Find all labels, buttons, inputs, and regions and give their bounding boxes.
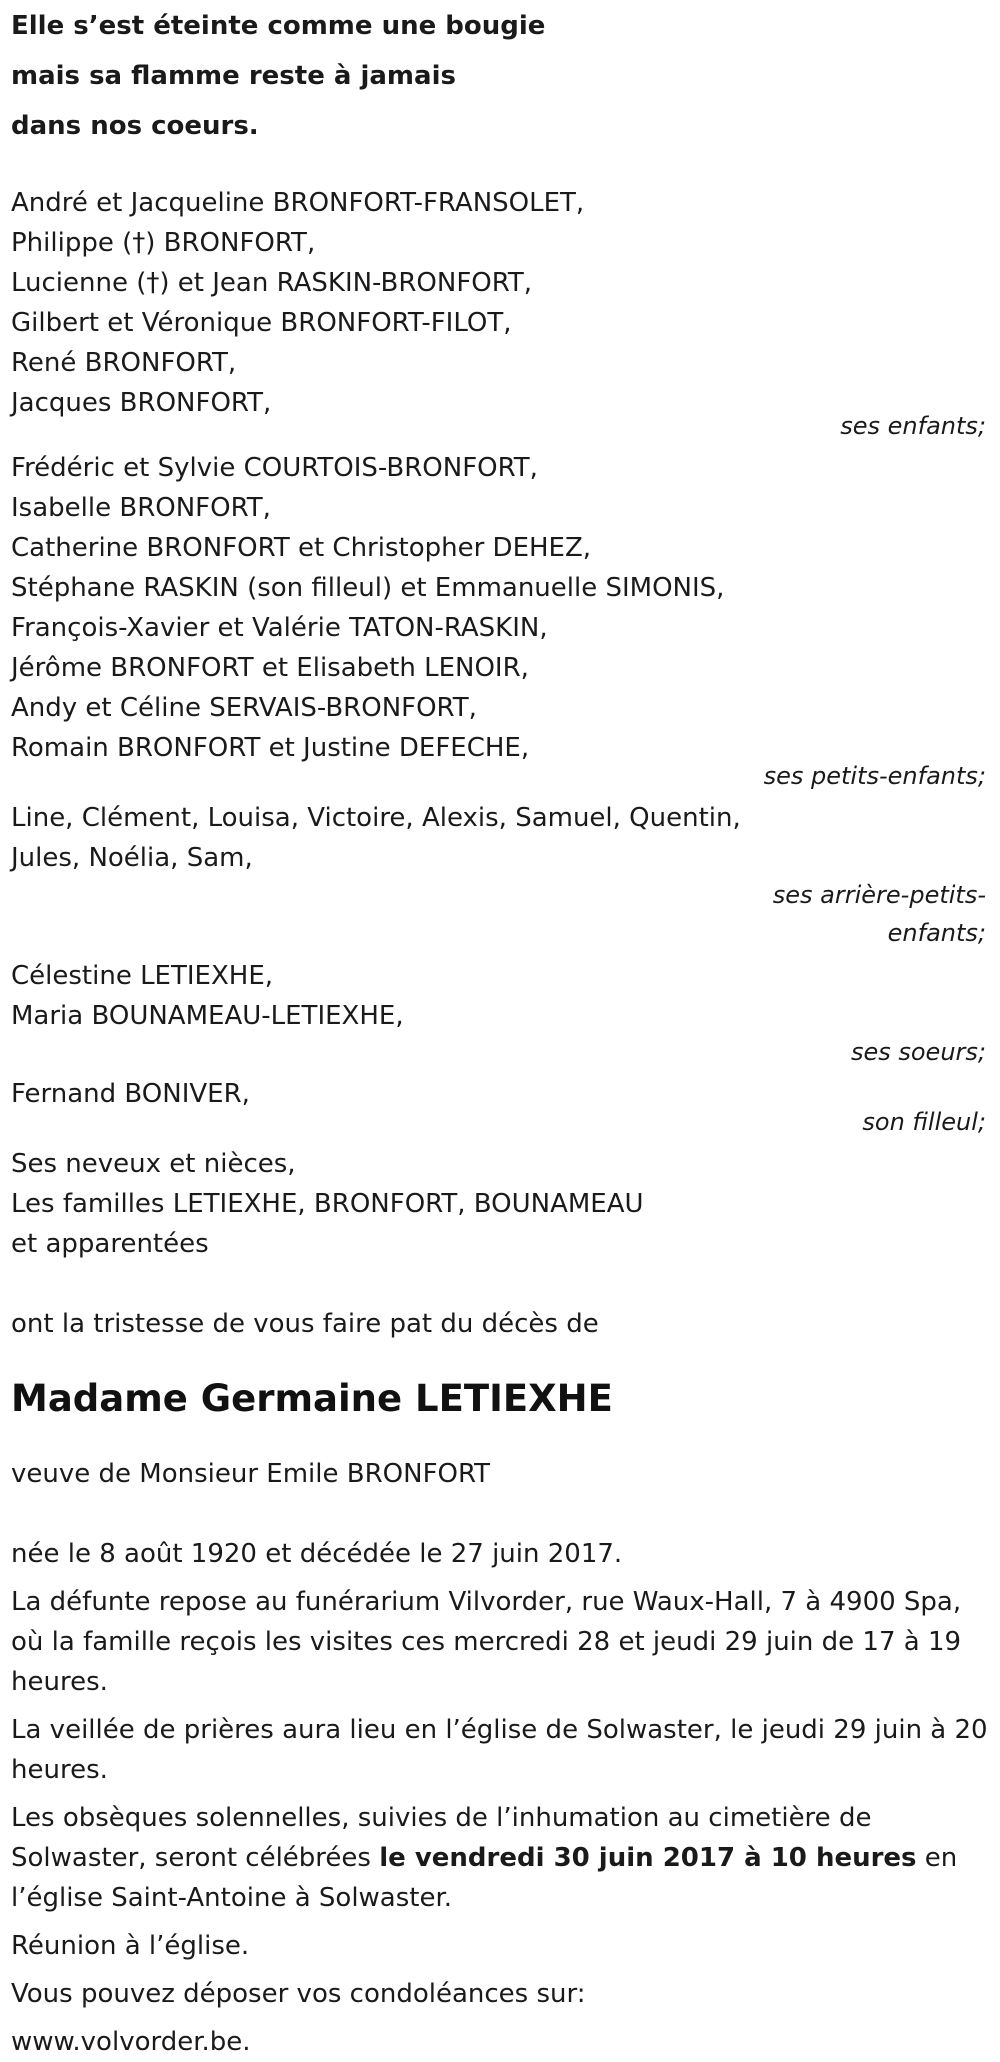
relation-label: son filleul;	[862, 1108, 986, 1136]
ceremony-datetime: le vendredi 30 juin 2017 à 10 heures	[379, 1843, 917, 1873]
great-grandchildren-group	[11, 798, 989, 952]
relation-label: ses arrière-petits-	[772, 881, 986, 909]
family-name: Gilbert et Véronique BRONFORT-FILOT,	[11, 308, 512, 338]
funeral-home-paragraph	[11, 1582, 989, 1702]
family-name: André et Jacqueline BRONFORT-FRANSOLET,	[11, 188, 585, 218]
relation-label: ses petits-enfants;	[763, 762, 986, 790]
family-name: Catherine BRONFORT et Christopher DEHEZ,	[11, 533, 592, 563]
dates-text: née le 8 août 1920 et décédée le 27 juin 2017.	[11, 1539, 623, 1569]
relation-label: ses enfants;	[840, 412, 986, 440]
family-name: Lucienne (†) et Jean RASKIN-BRONFORT,	[11, 268, 533, 298]
family-name: Andy et Céline SERVAIS-BRONFORT,	[11, 693, 477, 723]
family-name: Jérôme BRONFORT et Elisabeth LENOIR,	[11, 653, 529, 683]
family-name: Jacques BRONFORT,	[11, 388, 272, 418]
vigil-paragraph	[11, 1710, 989, 1790]
paragraph-line: heures.	[11, 1667, 108, 1697]
family-name: Les familles LETIEXHE, BRONFORT, BOUNAMEAU	[11, 1189, 644, 1219]
family-name: et apparentées	[11, 1229, 209, 1259]
family-name: Isabelle BRONFORT,	[11, 493, 271, 523]
ceremony-text: Solwaster, seront célébrées	[11, 1843, 380, 1873]
children-group	[11, 183, 989, 444]
widow-of-text: veuve de Monsieur Emile BRONFORT	[11, 1459, 491, 1489]
grandchildren-group	[11, 448, 989, 794]
intro-line: dans nos coeurs.	[11, 111, 259, 141]
family-name: Jules, Noélia, Sam,	[11, 843, 253, 873]
obituary-page	[11, 0, 989, 2062]
relation-label: enfants;	[887, 919, 986, 947]
paragraph-line: où la famille reçois les visites ces mercredi 28 et jeudi 29 juin de 17 à 19	[11, 1627, 962, 1657]
family-name: François-Xavier et Valérie TATON-RASKIN,	[11, 613, 548, 643]
intro-line: Elle s’est éteinte comme une bougie	[11, 11, 546, 41]
family-name: Frédéric et Sylvie COURTOIS-BRONFORT,	[11, 453, 538, 483]
family-name: René BRONFORT,	[11, 348, 237, 378]
meeting-text: Réunion à l’église.	[11, 1931, 250, 1961]
website-text: www.volvorder.be.	[11, 2027, 251, 2057]
paragraph-line: La défunte repose au funérarium Vilvorder, rue Waux-Hall, 7 à 4900 Spa,	[11, 1587, 962, 1617]
godson-group	[11, 1074, 989, 1140]
deceased-name: Madame Germaine LETIEXHE	[11, 1377, 613, 1420]
family-name: Maria BOUNAMEAU-LETIEXHE,	[11, 1001, 404, 1031]
family-name: Philippe (†) BRONFORT,	[11, 228, 316, 258]
family-name: Stéphane RASKIN (son filleul) et Emmanuelle SIMONIS,	[11, 573, 725, 603]
extended-family-group	[11, 1144, 989, 1264]
family-name: Ses neveux et nièces,	[11, 1149, 296, 1179]
announcement-text: ont la tristesse de vous faire pat du décès de	[11, 1309, 599, 1339]
family-name: Fernand BONIVER,	[11, 1079, 250, 1109]
paragraph-line: heures.	[11, 1755, 108, 1785]
ceremony-text: en	[916, 1843, 958, 1873]
sisters-group	[11, 956, 989, 1070]
paragraph-line: Les obsèques solennelles, suivies de l’inhumation au cimetière de	[11, 1803, 872, 1833]
paragraph-line: l’église Saint-Antoine à Solwaster.	[11, 1883, 453, 1913]
condolences-text: Vous pouvez déposer vos condoléances sur:	[11, 1979, 586, 2009]
family-name: Célestine LETIEXHE,	[11, 961, 274, 991]
intro-line: mais sa flamme reste à jamais	[11, 61, 456, 91]
family-name: Romain BRONFORT et Justine DEFECHE,	[11, 733, 530, 763]
intro-poem	[11, 0, 989, 151]
paragraph-line	[11, 1838, 989, 1878]
paragraph-line: La veillée de prières aura lieu en l’église de Solwaster, le jeudi 29 juin à 20	[11, 1715, 988, 1745]
family-name: Line, Clément, Louisa, Victoire, Alexis, Samuel, Quentin,	[11, 803, 741, 833]
ceremony-paragraph	[11, 1798, 989, 1918]
relation-label: ses soeurs;	[850, 1038, 986, 1066]
